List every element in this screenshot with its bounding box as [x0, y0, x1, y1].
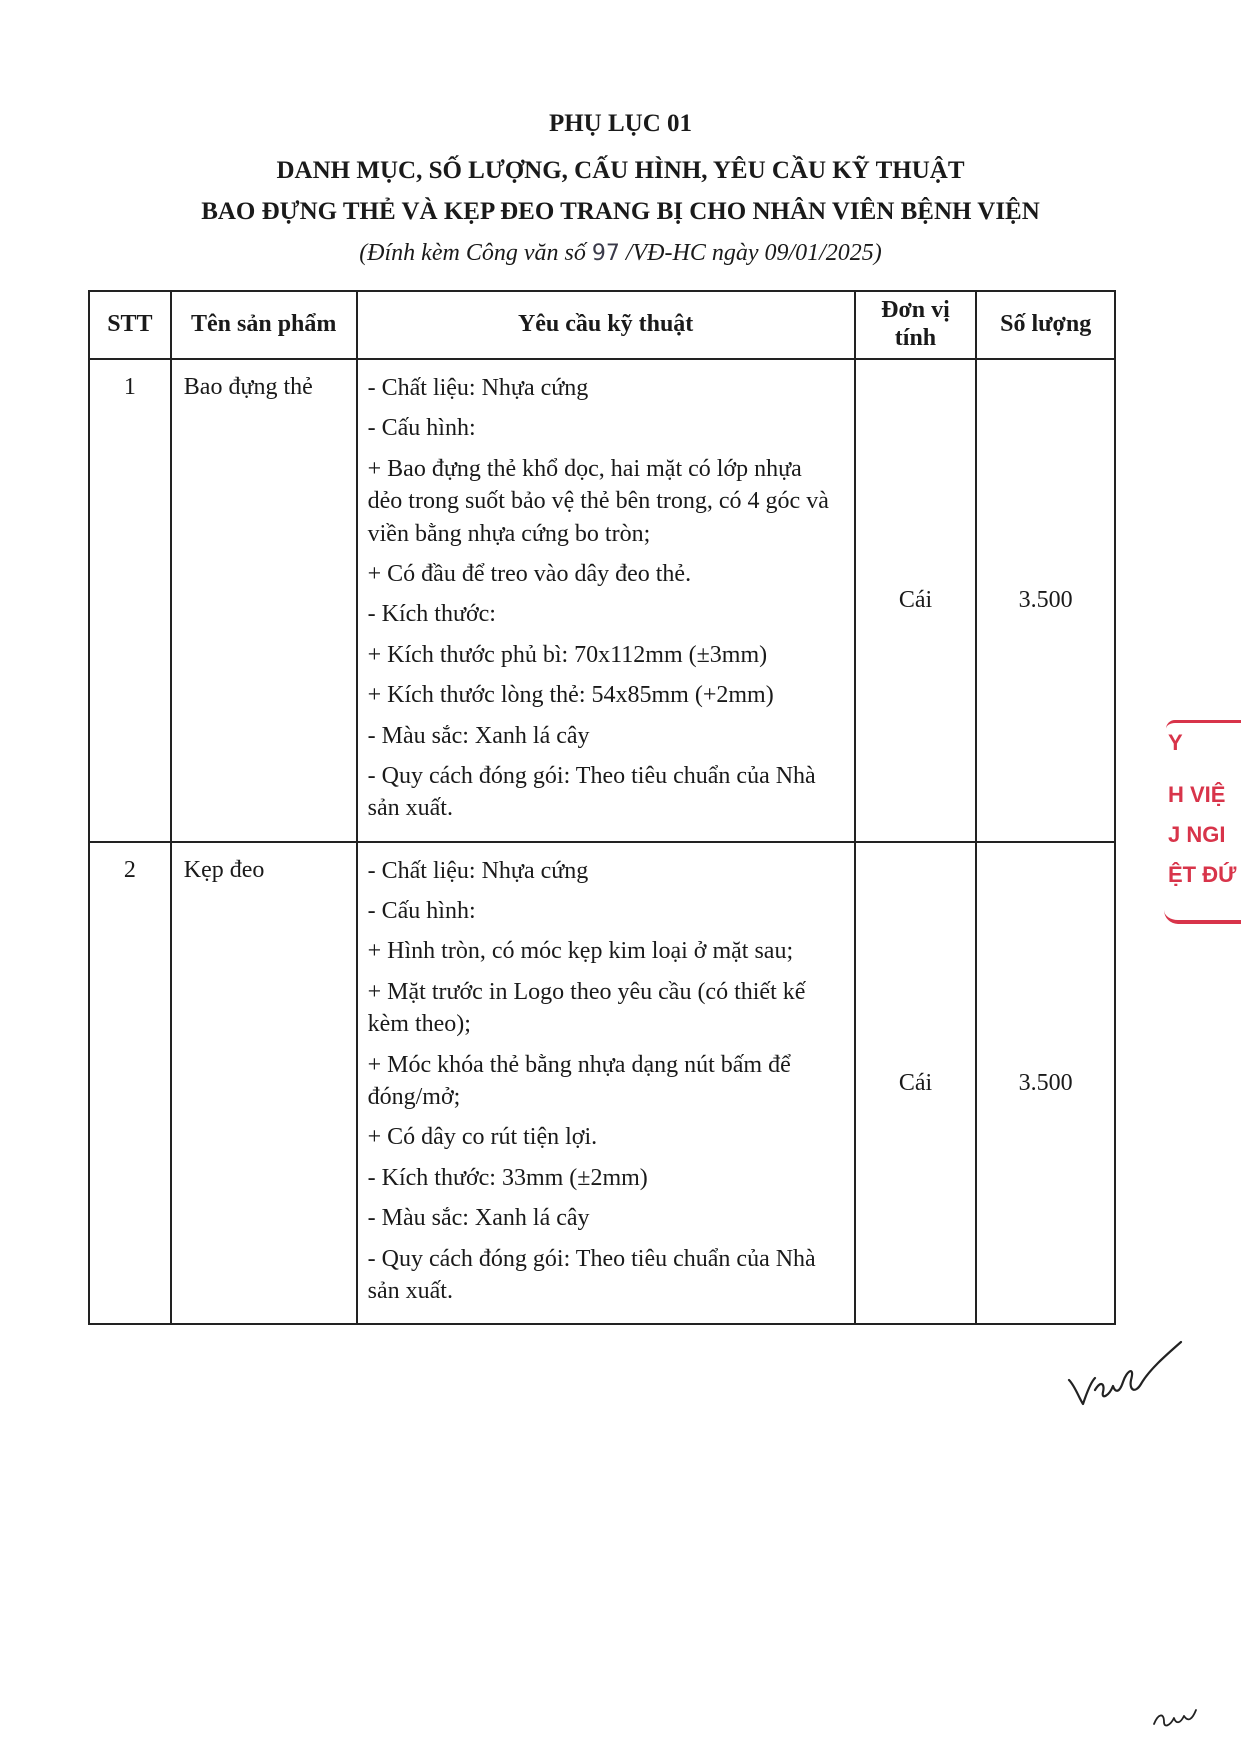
requirement-line: - Kích thước: 33mm (±2mm): [367, 1164, 648, 1191]
cell-stt: 2: [89, 842, 171, 1325]
header-unit: Đơn vị tính: [855, 291, 977, 359]
specification-table: [88, 290, 1116, 1325]
requirement-line: + Kích thước phủ bì: 70x112mm (±3mm): [367, 641, 768, 668]
table-row: [89, 359, 1115, 842]
cell-unit: Cái: [855, 842, 977, 1325]
reference-line: [0, 240, 1241, 267]
stamp-text-fragment: H VIỆ: [1168, 782, 1226, 807]
handwritten-initials-signature: [1065, 1330, 1185, 1420]
reference-prefix: (Đính kèm Công văn số: [359, 240, 592, 266]
cell-product-name: Kẹp đeo: [171, 842, 357, 1325]
corner-initial-mark: [1150, 1700, 1200, 1736]
requirement-line: - Cấu hình:: [367, 415, 476, 442]
requirement-line: - Màu sắc: Xanh lá cây: [367, 1205, 590, 1232]
table-body: [89, 359, 1115, 1324]
requirement-line: - Chất liệu: Nhựa cứng: [367, 375, 589, 401]
handwritten-document-number: 97: [591, 241, 620, 266]
document-heading-line-2: BAO ĐỰNG THẺ VÀ KẸP ĐEO TRANG BỊ CHO NHÂN VIÊN BỆNH VIỆN: [201, 198, 1040, 225]
cell-unit: Cái: [855, 359, 977, 842]
cell-requirements: [357, 842, 855, 1325]
stamp-text-fragment: Y: [1168, 730, 1183, 755]
header-product-name: Tên sản phẩm: [171, 291, 357, 359]
stamp-text-fragment: ỆT ĐỨ: [1168, 862, 1237, 887]
appendix-title: PHỤ LỤC 01: [548, 110, 693, 137]
stamp-text-fragment: J NGI: [1168, 822, 1226, 847]
requirement-line: + Kích thước lòng thẻ: 54x85mm (+2mm): [367, 682, 774, 709]
cell-quantity: 3.500: [976, 842, 1115, 1325]
requirement-line: - Màu sắc: Xanh lá cây: [367, 722, 590, 749]
header-requirements: Yêu cầu kỹ thuật: [357, 291, 855, 359]
header-quantity: Số lượng: [976, 291, 1115, 359]
requirement-line: - Cấu hình:: [367, 898, 476, 925]
stamp-ring-top: [1166, 720, 1241, 729]
requirement-line: + Có đầu để treo vào dây đeo thẻ.: [367, 560, 692, 587]
requirement-line: + Móc khóa thẻ bằng nhựa dạng nút bấm để đóng/mở;: [367, 1051, 791, 1111]
table-header-row: [89, 291, 1115, 359]
requirement-line: + Hình tròn, có móc kẹp kim loại ở mặt sau;: [367, 938, 794, 965]
cell-quantity: 3.500: [976, 359, 1115, 842]
document-heading-line-1: DANH MỤC, SỐ LƯỢNG, CẤU HÌNH, YÊU CẦU KỸ THUẬT: [276, 157, 965, 184]
requirement-line: - Quy cách đóng gói: Theo tiêu chuẩn của Nhà sản xuất.: [367, 762, 816, 822]
requirement-line: + Mặt trước in Logo theo yêu cầu (có thiết kế kèm theo);: [367, 978, 806, 1038]
cell-requirements: [357, 359, 855, 842]
cell-product-name: Bao đựng thẻ: [171, 359, 357, 842]
table-row: [89, 842, 1115, 1325]
stamp-ring-bottom: [1164, 910, 1241, 924]
requirement-line: - Kích thước:: [367, 601, 496, 628]
requirement-line: + Có dây co rút tiện lợi.: [367, 1124, 598, 1151]
requirement-line: + Bao đựng thẻ khổ dọc, hai mặt có lớp nhựa dẻo trong suốt bảo vệ thẻ bên trong, có 4 góc và viền bằng nhựa cứng bo tròn;: [367, 455, 829, 547]
requirement-line: - Chất liệu: Nhựa cứng: [367, 857, 589, 884]
reference-suffix: /VĐ-HC ngày 09/01/2025): [619, 240, 882, 266]
header-stt: STT: [89, 291, 171, 359]
red-seal-stamp-fragment: [1160, 720, 1241, 930]
requirement-line: - Quy cách đóng gói: Theo tiêu chuẩn của Nhà sản xuất.: [367, 1245, 816, 1304]
cell-stt: 1: [89, 359, 171, 842]
